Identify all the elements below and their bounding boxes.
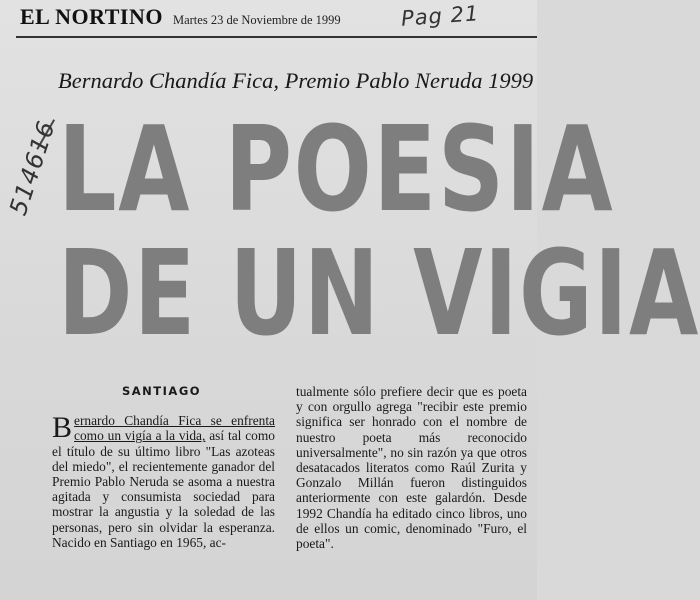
drop-cap: B bbox=[52, 411, 73, 445]
headline-line-2: DE UN VIGIA bbox=[58, 224, 700, 362]
left-body-text: así tal como el título de su último libro "Las azoteas del miedo", el recientemente ganador del Premio Pablo Neruda se asoma a nuestra agitada y consumista sociedad para mostrar la angustia y la soledad de las personas, pero sin olvidar la esperanza. Nacido en Santiago en 1965, ac- bbox=[52, 428, 275, 550]
handwritten-page-number: Pag 21 bbox=[399, 1, 480, 31]
dateline: SANTIAGO bbox=[122, 384, 202, 398]
lead-sentence: ernardo Chandía Fica se enfrenta como un vigía a la vida, bbox=[74, 413, 275, 444]
masthead-rule bbox=[16, 36, 537, 38]
publication-date: Martes 23 de Noviembre de 1999 bbox=[172, 13, 341, 27]
article-paragraph-right: tualmente sólo prefiere decir que es poeta y con orgullo agrega "recibir este premio significa ser honrado con el nombre de nuestro poeta más reconocido universalmente", no sin razón ya que otros desatacados literatos como Raúl Zurita y Gonzalo Millán fueron distinguidos anteriormente con este galardón. Desde 1992 Chandía ha editado cinco libros, uno de ellos un comic, denominado "Furo, el poeta". bbox=[296, 384, 527, 552]
article-column-right bbox=[296, 384, 527, 551]
article-column-left bbox=[52, 384, 275, 550]
newspaper-name: EL NORTINO bbox=[20, 4, 163, 29]
handwritten-margin-note: 514616 bbox=[4, 117, 61, 219]
article-kicker: Bernardo Chandía Fica, Premio Pablo Neruda 1999 bbox=[58, 68, 534, 93]
headline-line-1: LA POESIA bbox=[58, 100, 615, 238]
article-paragraph-left bbox=[52, 413, 275, 550]
article-headline bbox=[58, 100, 700, 362]
